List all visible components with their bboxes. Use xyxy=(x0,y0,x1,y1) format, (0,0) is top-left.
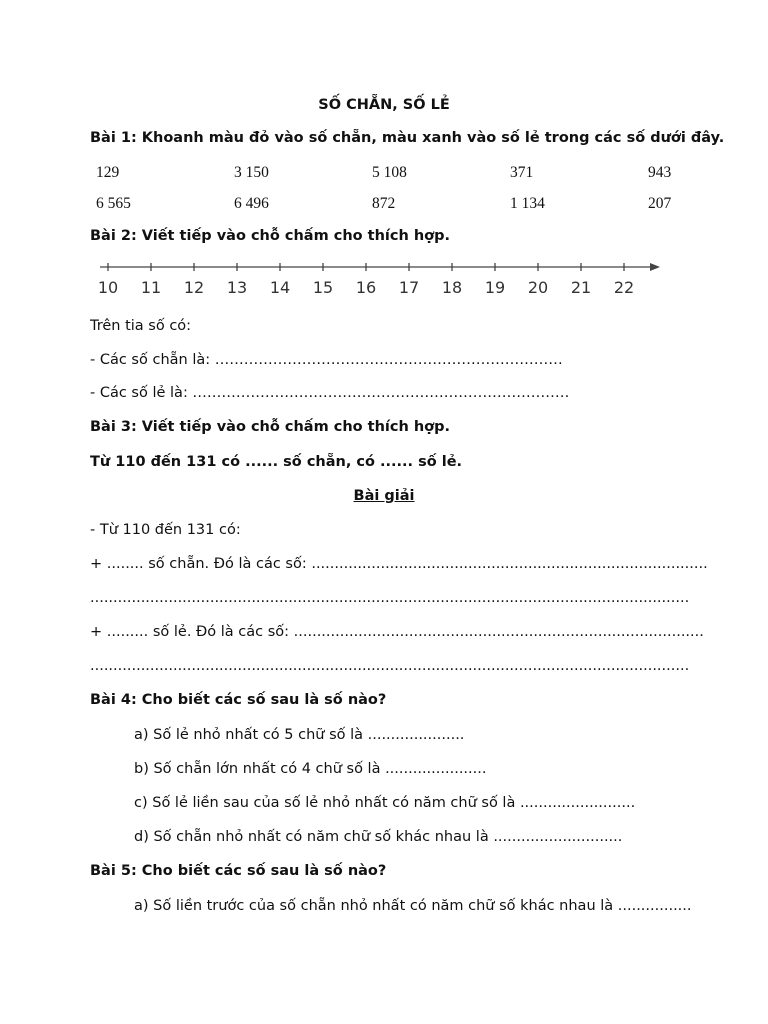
number-cell: 371 xyxy=(510,164,534,181)
exercise-4-heading: Bài 4: Cho biết các số sau là số nào? xyxy=(90,692,387,708)
even-numbers-line: - Các số chẵn là: ……………………………………………………………… xyxy=(90,352,563,368)
number-cell: 129 xyxy=(96,164,120,181)
page-title: SỐ CHẴN, SỐ LẺ xyxy=(318,97,450,113)
number-line xyxy=(90,255,670,300)
number-line-label: 18 xyxy=(441,278,463,297)
number-line-label: 10 xyxy=(97,278,119,297)
number-line-label: 17 xyxy=(398,278,420,297)
number-line-label: 14 xyxy=(269,278,291,297)
solution-dots-line: .................................................................................................................................. xyxy=(90,590,690,606)
exercise-1-heading: Bài 1: Khoanh màu đỏ vào số chẵn, màu xanh vào số lẻ trong các số dưới đây. xyxy=(90,130,725,146)
number-line-label: 16 xyxy=(355,278,377,297)
number-line-label: 11 xyxy=(140,278,162,297)
number-cell: 943 xyxy=(648,164,672,181)
solution-intro: - Từ 110 đến 131 có: xyxy=(90,522,241,538)
number-cell: 3 150 xyxy=(234,164,269,181)
solution-dots-line: .................................................................................................................................. xyxy=(90,658,690,674)
solution-title: Bài giải xyxy=(353,488,415,504)
number-cell: 6 496 xyxy=(234,195,269,212)
exercise-4-item-b: b) Số chẵn lớn nhất có 4 chữ số là ...................... xyxy=(134,761,487,777)
exercise-4-item-c: c) Số lẻ liền sau của số lẻ nhỏ nhất có năm chữ số là ......................... xyxy=(134,795,636,811)
number-line-label: 22 xyxy=(613,278,635,297)
solution-odd-line: + ......... số lẻ. Đó là các số: ......................................................................................... xyxy=(90,624,704,640)
exercise-5-heading: Bài 5: Cho biết các số sau là số nào? xyxy=(90,863,387,879)
exercise-4-item-d: d) Số chẵn nhỏ nhất có năm chữ số khác nhau là ............................ xyxy=(134,829,623,845)
number-cell: 6 565 xyxy=(96,195,131,212)
solution-even-line: + ........ số chẵn. Đó là các số: ...................................................................................... xyxy=(90,556,708,572)
exercise-2-heading: Bài 2: Viết tiếp vào chỗ chấm cho thích hợp. xyxy=(90,228,451,244)
number-line-label: 12 xyxy=(183,278,205,297)
number-cell: 1 134 xyxy=(510,195,545,212)
number-line-label: 19 xyxy=(484,278,506,297)
number-line-arrow xyxy=(650,263,660,271)
number-line-label: 20 xyxy=(527,278,549,297)
number-cell: 207 xyxy=(648,195,672,212)
exercise-5-item-a: a) Số liền trước của số chẵn nhỏ nhất có năm chữ số khác nhau là ................ xyxy=(134,898,692,914)
number-cell: 5 108 xyxy=(372,164,407,181)
number-line-label: 15 xyxy=(312,278,334,297)
number-line-label: 21 xyxy=(570,278,592,297)
odd-numbers-line: - Các số lẻ là: …………………………………………………………………… xyxy=(90,385,570,401)
number-cell: 872 xyxy=(372,195,396,212)
exercise-3-heading: Bài 3: Viết tiếp vào chỗ chấm cho thích hợp. xyxy=(90,419,451,435)
exercise-4-item-a: a) Số lẻ nhỏ nhất có 5 chữ số là ..................... xyxy=(134,727,465,743)
number-line-intro: Trên tia số có: xyxy=(90,318,192,334)
exercise-3-question: Từ 110 đến 131 có ...... số chẵn, có ...... số lẻ. xyxy=(90,454,463,470)
number-line-label: 13 xyxy=(226,278,248,297)
